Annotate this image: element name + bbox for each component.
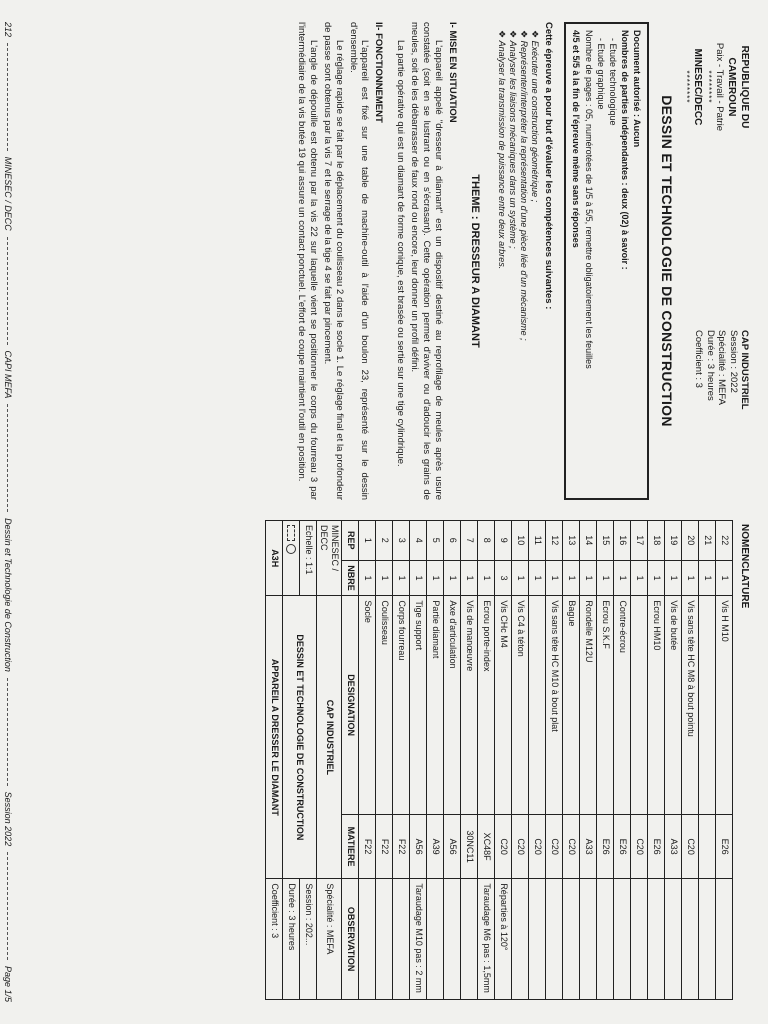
competences-title: Cette épreuve a pour but d'évaluer les compétences suivantes : — [543, 22, 555, 310]
nomenclature-row — [410, 521, 427, 1000]
cartouche-subject: DESSIN ET TECHNOLOGIE DE CONSTRUCTION — [283, 596, 317, 879]
cell-designation: Vis C4 à téton — [512, 596, 529, 814]
cell-matiere: C20 — [546, 814, 563, 878]
nomenclature-row — [495, 521, 512, 1000]
cell-designation — [529, 596, 546, 814]
nomenclature-row — [444, 521, 461, 1000]
paragraph: Le réglage rapide se fait par le déplacement du coulisseau 2 dans le socle 1. Le réglage final et la profondeur de passe sont obtenus par la vis 7 et le serrage de la tige 4 se fait par pincement. — [321, 22, 345, 500]
cell-observation — [376, 879, 393, 1000]
paragraph: L'appareil appelé "dresseur à diamant" est un dispositif destiné au reprofilage de meules après usure constatée (soit en se lustrant ou en s'écrasant). Cette opération permet d'aviver ou d'adoucir les grains de meules, soit de les débarrasser de faux rond ou encore, leur donner un profil défini. — [409, 22, 444, 500]
cell-rep: 22 — [716, 521, 733, 561]
right-column — [265, 520, 754, 1000]
paragraph: L'angle de dépouille est obtenu par la vis 22 sur laquelle vient se positionner le corps du fourreau 3 par l'intermédiaire de la vis butée 19 qui assure un contact ponctuel. L'effort de coupe maintient l'outil en position. — [296, 22, 319, 500]
cell-designation: Vis sans tête HC M10 à bout plat — [546, 596, 563, 814]
nomenclature-row — [648, 521, 665, 1000]
projection-circle-icon — [286, 544, 296, 554]
cartouche-session: Session : 202... — [300, 879, 317, 1000]
nomenclature-row — [376, 521, 393, 1000]
cell-nbre: 1 — [461, 560, 478, 596]
cell-nbre: 3 — [495, 560, 512, 596]
nomenclature-title: NOMENCLATURE — [739, 524, 750, 609]
competence-item: ❖ Exécuter une construction géométrique ; — [529, 30, 540, 500]
nomenclature-row — [512, 521, 529, 1000]
cell-observation — [546, 879, 563, 1000]
cell-rep: 1 — [359, 521, 376, 561]
cell-matiere: A56 — [444, 814, 461, 878]
cell-rep: 16 — [614, 521, 631, 561]
cartouche-duree: Durée : 3 heures — [283, 879, 300, 1000]
header — [681, 22, 750, 500]
cell-designation: Corps fourreau — [393, 596, 410, 814]
cell-rep: 7 — [461, 521, 478, 561]
cell-matiere: F22 — [359, 814, 376, 878]
info-line-4: - Etude graphique — [595, 38, 606, 110]
cell-matiere: 30NC11 — [461, 814, 478, 878]
section-title: I- MISE EN SITUATION — [446, 22, 458, 123]
cell-designation — [631, 596, 648, 814]
cell-nbre: 1 — [716, 560, 733, 596]
footer-dashes — [7, 404, 13, 512]
cell-rep: 17 — [631, 521, 648, 561]
specialite: Spécialité : MEFA — [716, 330, 728, 405]
cell-matiere: XC48F — [478, 814, 495, 878]
cell-nbre: 1 — [529, 560, 546, 596]
cell-nbre: 1 — [699, 560, 716, 596]
cell-matiere: A33 — [580, 814, 597, 878]
cartouche-specialite: Spécialité : MEFA — [317, 879, 343, 1000]
cell-designation: Ecrou S.K.F — [597, 596, 614, 814]
footer-exam: CAPI MEFA — [3, 350, 14, 399]
cell-nbre: 1 — [597, 560, 614, 596]
cell-observation — [393, 879, 410, 1000]
cell-designation: Tige support — [410, 596, 427, 814]
nomenclature-row — [546, 521, 563, 1000]
cell-rep: 5 — [427, 521, 444, 561]
footer-ministry: MINESEC / DECC — [3, 156, 14, 231]
cell-matiere: C20 — [682, 814, 699, 878]
cell-observation — [359, 879, 376, 1000]
cell-observation — [444, 879, 461, 1000]
cell-nbre: 1 — [444, 560, 461, 596]
cell-nbre: 1 — [563, 560, 580, 596]
cell-observation — [648, 879, 665, 1000]
cell-designation: Rondelle M12U — [580, 596, 597, 814]
info-line-6: 4/5 et 5/5 à la fin de l'épreuve même sans réponses — [571, 30, 582, 248]
cell-rep: 12 — [546, 521, 563, 561]
cell-nbre: 1 — [427, 560, 444, 596]
cartouche-drawing: APPAREIL A DRESSER LE DIAMANT — [266, 596, 283, 879]
nomenclature-row — [665, 521, 682, 1000]
cell-observation — [597, 879, 614, 1000]
footer-dashes — [7, 237, 13, 345]
section-title: II- FONCTIONNEMENT — [373, 22, 385, 123]
section-mise-en-situation — [394, 22, 457, 500]
cell-rep: 11 — [529, 521, 546, 561]
left-column — [293, 22, 750, 500]
cell-designation: Vis de butée — [665, 596, 682, 814]
nomenclature-row — [631, 521, 648, 1000]
nomenclature-row — [359, 521, 376, 1000]
cell-nbre: 1 — [546, 560, 563, 596]
cell-matiere: A56 — [410, 814, 427, 878]
cartouche — [266, 521, 343, 1000]
footer-left: 212 — [3, 22, 14, 38]
footer-page: Page 1/5 — [3, 965, 14, 1002]
cell-observation: Taraudage M10 pas : 2 mm — [410, 879, 427, 1000]
cell-designation: Socle — [359, 596, 376, 814]
cell-nbre: 1 — [376, 560, 393, 596]
footer-dashes — [7, 678, 13, 786]
cell-observation — [665, 879, 682, 1000]
cell-nbre: 1 — [648, 560, 665, 596]
info-line-2: Nombres de parties indépendantes : deux (02) à savoir : — [619, 30, 630, 270]
projection-trapezoid-icon — [287, 525, 295, 541]
cell-designation: Vis sans tête HC M8 à bout pointu — [682, 596, 699, 814]
header-matiere: MATIERE — [342, 814, 359, 878]
cell-nbre: 1 — [410, 560, 427, 596]
cell-designation: Vis H M10 — [716, 596, 733, 814]
coefficient: Coefficient : 3 — [693, 330, 705, 388]
nomenclature-row — [393, 521, 410, 1000]
duree: Durée : 3 heures — [704, 330, 716, 401]
cell-rep: 10 — [512, 521, 529, 561]
cell-matiere: C20 — [529, 814, 546, 878]
header-designation: DESIGNATION — [342, 596, 359, 814]
info-line-5: Nombre de pages : 05, numérotées de 1/5 à 5/5, remettre obligatoirement les feuilles — [583, 30, 594, 369]
competence-item: ❖ Représenter/interpréter la représentation d'une pièce liée d'un mécanisme ; — [518, 30, 529, 500]
header-left — [681, 22, 750, 152]
cell-matiere: F22 — [393, 814, 410, 878]
cell-nbre: 1 — [682, 560, 699, 596]
cell-designation — [699, 596, 716, 814]
country: REPUBLIQUE DU CAMEROUN — [726, 45, 750, 129]
cell-observation: Réparties à 120° — [495, 879, 512, 1000]
nomenclature-row — [682, 521, 699, 1000]
cell-nbre: 1 — [631, 560, 648, 596]
page-footer — [2, 0, 13, 1024]
competence-item: ❖ Analyser les liaisons mécaniques dans un système ; — [507, 30, 518, 500]
nomenclature-header-row — [342, 521, 359, 1000]
cartouche-echelle: Echelle : 1:1 — [300, 521, 317, 596]
nomenclature-row — [580, 521, 597, 1000]
projection-symbol — [283, 521, 300, 596]
nomenclature-body — [359, 521, 733, 1000]
cell-nbre: 1 — [359, 560, 376, 596]
cartouche-format: A3H — [266, 521, 283, 596]
header-rep: REP — [342, 521, 359, 561]
cell-matiere: E26 — [716, 814, 733, 878]
cell-designation: Contre-écrou — [614, 596, 631, 814]
cell-matiere: A33 — [665, 814, 682, 878]
cell-observation: Taraudage M6 pas : 1,5mm — [478, 879, 495, 1000]
info-line-3: - Etude technologique — [607, 38, 618, 126]
info-box — [564, 22, 649, 500]
cell-rep: 14 — [580, 521, 597, 561]
nomenclature-row — [699, 521, 716, 1000]
cell-rep: 20 — [682, 521, 699, 561]
cartouche-exam: CAP INDUSTRIEL — [317, 596, 343, 879]
competence-item: ❖ Analyser la transmission de puissance entre deux arbres. — [495, 30, 506, 500]
cell-rep: 8 — [478, 521, 495, 561]
cell-matiere: C20 — [563, 814, 580, 878]
cell-observation — [631, 879, 648, 1000]
nomenclature-table — [265, 520, 734, 1000]
cell-observation — [563, 879, 580, 1000]
cell-designation: Ecrou HM10 — [648, 596, 665, 814]
header-right — [681, 330, 750, 500]
cell-rep: 21 — [699, 521, 716, 561]
cell-observation — [580, 879, 597, 1000]
cell-nbre: 1 — [478, 560, 495, 596]
nomenclature-row — [427, 521, 444, 1000]
cell-rep: 18 — [648, 521, 665, 561]
header-observation: OBSERVATION — [342, 879, 359, 1000]
cell-rep: 3 — [393, 521, 410, 561]
cell-rep: 15 — [597, 521, 614, 561]
cell-rep: 4 — [410, 521, 427, 561]
cell-matiere: E26 — [597, 814, 614, 878]
nomenclature-row — [529, 521, 546, 1000]
cell-designation: Ecrou porte-index — [478, 596, 495, 814]
nomenclature-row — [597, 521, 614, 1000]
cell-rep: 9 — [495, 521, 512, 561]
cell-matiere: C20 — [512, 814, 529, 878]
cell-designation: Vis CHc M4 — [495, 596, 512, 814]
page-title: DESSIN ET TECHNOLOGIE DE CONSTRUCTION — [658, 95, 675, 427]
cell-matiere: C20 — [631, 814, 648, 878]
cell-observation — [461, 879, 478, 1000]
cell-nbre: 1 — [512, 560, 529, 596]
cell-matiere: E26 — [648, 814, 665, 878]
cell-observation — [716, 879, 733, 1000]
info-line-1: Document autorisé : Aucun — [632, 30, 643, 148]
cell-designation: Vis de manœuvre — [461, 596, 478, 814]
cell-designation: Partie diamant — [427, 596, 444, 814]
cell-matiere: C20 — [495, 814, 512, 878]
cell-nbre: 1 — [614, 560, 631, 596]
cell-observation — [699, 879, 716, 1000]
nomenclature-row — [716, 521, 733, 1000]
cell-matiere: E26 — [614, 814, 631, 878]
nomenclature-row — [563, 521, 580, 1000]
cell-rep: 6 — [444, 521, 461, 561]
cell-designation: Bague — [563, 596, 580, 814]
cell-observation — [529, 879, 546, 1000]
paragraph: L'appareil est fixé sur une table de machine-outil à l'aide d'un boulon 23, représenté sur le dessin d'ensemble. — [347, 22, 371, 500]
cell-nbre: 1 — [665, 560, 682, 596]
footer-dashes — [7, 43, 13, 151]
cell-designation: Coulisseau — [376, 596, 393, 814]
cell-nbre: 1 — [580, 560, 597, 596]
cell-observation — [512, 879, 529, 1000]
cell-observation — [427, 879, 444, 1000]
cell-rep: 19 — [665, 521, 682, 561]
stars-1: ******** — [704, 70, 714, 104]
footer-session: Session 2022 — [3, 791, 14, 847]
section-fonctionnement — [295, 22, 384, 500]
stars-2: ******** — [681, 70, 691, 104]
session: Session : 2022 — [727, 330, 739, 393]
nomenclature-row — [478, 521, 495, 1000]
exam-name: CAP INDUSTRIEL — [739, 330, 750, 410]
cell-observation — [682, 879, 699, 1000]
cell-nbre: 1 — [393, 560, 410, 596]
cell-observation — [614, 879, 631, 1000]
competences-list — [495, 22, 540, 500]
paragraph: La partie opérative qui est un diamant de forme conique, est brasée ou sertie sur une tige cylindrique. — [395, 40, 407, 467]
cell-designation: Axe d'articulation — [444, 596, 461, 814]
cell-matiere: A39 — [427, 814, 444, 878]
cell-rep: 13 — [563, 521, 580, 561]
footer-dashes — [7, 852, 13, 960]
motto: Paix - Travail - Patrie — [714, 42, 725, 132]
cell-rep: 2 — [376, 521, 393, 561]
cell-matiere: F22 — [376, 814, 393, 878]
theme-title: THEME : DRESSEUR A DIAMANT — [469, 174, 482, 348]
nomenclature-row — [614, 521, 631, 1000]
nomenclature-row — [461, 521, 478, 1000]
header-nbre: NBRE — [342, 560, 359, 596]
ministry: MINESEC/DECC — [692, 48, 704, 126]
cell-matiere — [699, 814, 716, 878]
cartouche-ministry: MINESEC / DECC — [317, 521, 343, 596]
footer-subject: Dessin et Technologie de Construction — [3, 518, 14, 672]
cartouche-coefficient: Coefficient : 3 — [266, 879, 283, 1000]
